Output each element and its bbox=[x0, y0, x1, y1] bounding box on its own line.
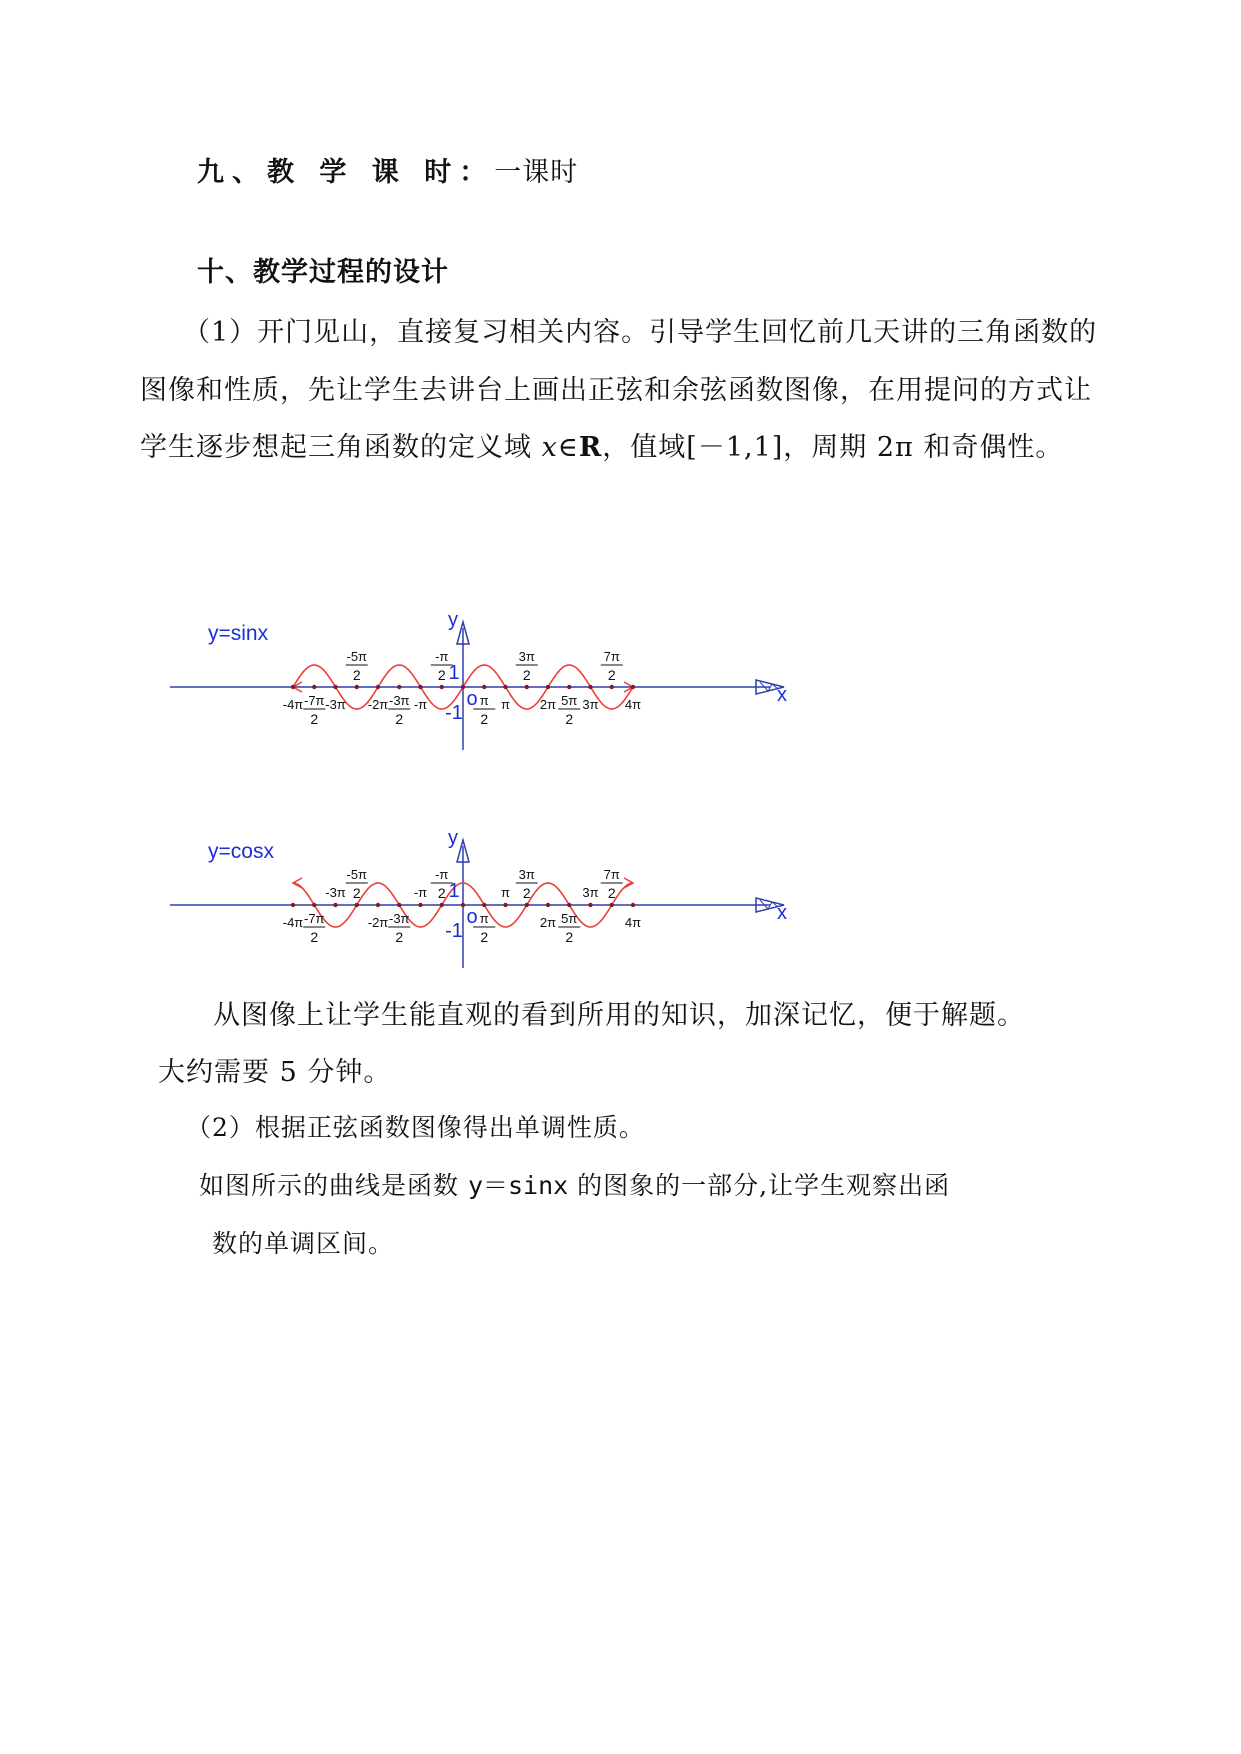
tick-dot bbox=[482, 685, 486, 689]
x-axis-label: x bbox=[777, 902, 787, 924]
origin-label: o bbox=[466, 688, 478, 710]
tick-label: 2π bbox=[539, 697, 557, 712]
y-neg-one-label: -1 bbox=[445, 920, 463, 942]
y-one-label: 1 bbox=[448, 880, 460, 902]
tick-label-numerator: π bbox=[479, 911, 489, 926]
tick-label-denominator: 2 bbox=[607, 885, 616, 901]
tick-dot bbox=[588, 903, 592, 907]
tick-label-numerator: 5π bbox=[561, 911, 578, 926]
tick-dot bbox=[397, 685, 401, 689]
element-of-symbol: ∈ bbox=[557, 432, 579, 463]
step1-line3-text: 学生逐步想起三角函数的定义域 bbox=[140, 432, 542, 463]
step1-line3 bbox=[140, 425, 1063, 464]
tick-label: -3π bbox=[325, 697, 346, 712]
tick-label: -π bbox=[413, 885, 428, 900]
tick-label: 2π bbox=[539, 915, 557, 930]
after-graphs-line1: 从图像上让学生能直观的看到所用的知识，加深记忆，便于解题。 bbox=[213, 1000, 1025, 1031]
y-neg-one-label: -1 bbox=[445, 702, 463, 724]
tick-dot bbox=[333, 903, 337, 907]
tick-dot bbox=[503, 685, 507, 689]
tick-label-numerator: -7π bbox=[303, 911, 325, 926]
tick-dot bbox=[355, 903, 359, 907]
tick-dot bbox=[312, 685, 316, 689]
tick-dot bbox=[546, 685, 550, 689]
tick-label: -2π bbox=[367, 697, 389, 712]
tick-label-numerator: -π bbox=[435, 867, 449, 882]
tick-dot bbox=[588, 685, 592, 689]
tick-dot bbox=[610, 903, 614, 907]
tick-label-numerator: 5π bbox=[561, 693, 578, 708]
section9-heading: 九、教 学 课 时： bbox=[197, 157, 495, 188]
tick-label-numerator: -3π bbox=[388, 911, 410, 926]
step2-line2 bbox=[199, 1166, 950, 1202]
curve-left-arrow-icon bbox=[293, 878, 302, 888]
tick-label-denominator: 2 bbox=[522, 885, 531, 901]
tick-label-denominator: 2 bbox=[352, 885, 361, 901]
tick-label-denominator: 2 bbox=[522, 667, 531, 683]
tick-label-numerator: π bbox=[479, 693, 489, 708]
tick-label-numerator: -7π bbox=[303, 693, 325, 708]
tick-dot bbox=[610, 685, 614, 689]
step2-line1: （2）根据正弦函数图像得出单调性质。 bbox=[186, 1113, 645, 1142]
tick-dot bbox=[567, 685, 571, 689]
after-graphs-line2: 大约需要 5 分钟。 bbox=[158, 1057, 392, 1088]
y-one-label: 1 bbox=[448, 662, 460, 684]
tick-label: 4π bbox=[624, 697, 642, 712]
tick-label: π bbox=[501, 697, 510, 712]
tick-dot bbox=[525, 903, 529, 907]
section10-heading: 十、教学过程的设计 bbox=[197, 257, 449, 288]
tick-label-denominator: 2 bbox=[565, 929, 574, 945]
tick-dot bbox=[355, 685, 359, 689]
tick-label: 3π bbox=[582, 697, 599, 712]
origin-label: o bbox=[466, 906, 478, 928]
tick-label-denominator: 2 bbox=[607, 667, 616, 683]
tick-label: -3π bbox=[325, 885, 346, 900]
x-axis-label: x bbox=[777, 684, 787, 706]
tick-dot bbox=[546, 903, 550, 907]
tick-label-denominator: 2 bbox=[480, 929, 489, 945]
tick-label-numerator: -3π bbox=[388, 693, 410, 708]
tick-dot bbox=[567, 903, 571, 907]
tick-dot bbox=[482, 903, 486, 907]
tick-label-denominator: 2 bbox=[565, 711, 574, 727]
step1-line2: 图像和性质，先让学生去讲台上画出正弦和余弦函数图像，在用提问的方式让 bbox=[140, 375, 1092, 406]
tick-label: 4π bbox=[624, 915, 642, 930]
tick-label-numerator: 3π bbox=[518, 649, 535, 664]
tick-dot bbox=[291, 903, 295, 907]
tick-label-denominator: 2 bbox=[480, 711, 489, 727]
tick-dot bbox=[376, 685, 380, 689]
tick-label: 3π bbox=[582, 885, 599, 900]
tick-label-numerator: 7π bbox=[603, 649, 620, 664]
tick-label-denominator: 2 bbox=[437, 667, 446, 683]
tick-dot bbox=[333, 685, 337, 689]
tick-dot bbox=[631, 903, 635, 907]
tick-dot bbox=[440, 685, 444, 689]
tick-dot bbox=[291, 685, 295, 689]
tick-label-numerator: -π bbox=[435, 649, 449, 664]
tick-dot bbox=[525, 685, 529, 689]
tick-label-denominator: 2 bbox=[395, 711, 404, 727]
tick-label-denominator: 2 bbox=[352, 667, 361, 683]
domain-variable: x bbox=[541, 432, 558, 463]
y-axis-label: y bbox=[448, 609, 458, 631]
tick-label: -4π bbox=[282, 697, 304, 712]
tick-dot bbox=[418, 685, 422, 689]
tick-label-denominator: 2 bbox=[395, 929, 404, 945]
step1-line3-rest: ，值域[－1,1]，周期 2π 和奇偶性。 bbox=[602, 432, 1064, 463]
curve-right-arrow-icon bbox=[624, 878, 633, 888]
y-axis-label: y bbox=[448, 827, 458, 849]
tick-dot bbox=[397, 903, 401, 907]
tick-label-denominator: 2 bbox=[437, 885, 446, 901]
section9-value: 一课时 bbox=[494, 157, 579, 188]
tick-label-numerator: 7π bbox=[603, 867, 620, 882]
tick-dot bbox=[312, 903, 316, 907]
tick-label: π bbox=[501, 885, 510, 900]
real-numbers-symbol: R bbox=[578, 432, 603, 463]
section9-line bbox=[197, 150, 578, 189]
tick-label-denominator: 2 bbox=[310, 929, 319, 945]
function-label: y=cosx bbox=[208, 840, 274, 863]
tick-label-denominator: 2 bbox=[310, 711, 319, 727]
step2-line2-rest: 的图象的一部分,让学生观察出函 bbox=[568, 1171, 951, 1200]
tick-label: -2π bbox=[367, 915, 389, 930]
tick-dot bbox=[376, 903, 380, 907]
tick-dot bbox=[440, 903, 444, 907]
step2-line2-text: 如图所示的曲线是函数 bbox=[199, 1171, 468, 1200]
sine-graph bbox=[170, 600, 890, 770]
tick-dot bbox=[631, 685, 635, 689]
function-label: y=sinx bbox=[208, 622, 269, 645]
cosine-graph bbox=[170, 818, 890, 988]
step2-line3: 数的单调区间。 bbox=[212, 1229, 395, 1258]
tick-label: -4π bbox=[282, 915, 304, 930]
tick-label-numerator: -5π bbox=[346, 649, 368, 664]
tick-label-numerator: -5π bbox=[346, 867, 368, 882]
tick-dot bbox=[503, 903, 507, 907]
step1-line1: （1）开门见山，直接复习相关内容。引导学生回忆前几天讲的三角函数的 bbox=[183, 317, 1098, 348]
tick-label: -π bbox=[413, 697, 428, 712]
function-name: y＝sinx bbox=[467, 1171, 569, 1200]
tick-label-numerator: 3π bbox=[518, 867, 535, 882]
tick-dot bbox=[461, 685, 465, 689]
tick-dot bbox=[418, 903, 422, 907]
tick-dot bbox=[461, 903, 465, 907]
